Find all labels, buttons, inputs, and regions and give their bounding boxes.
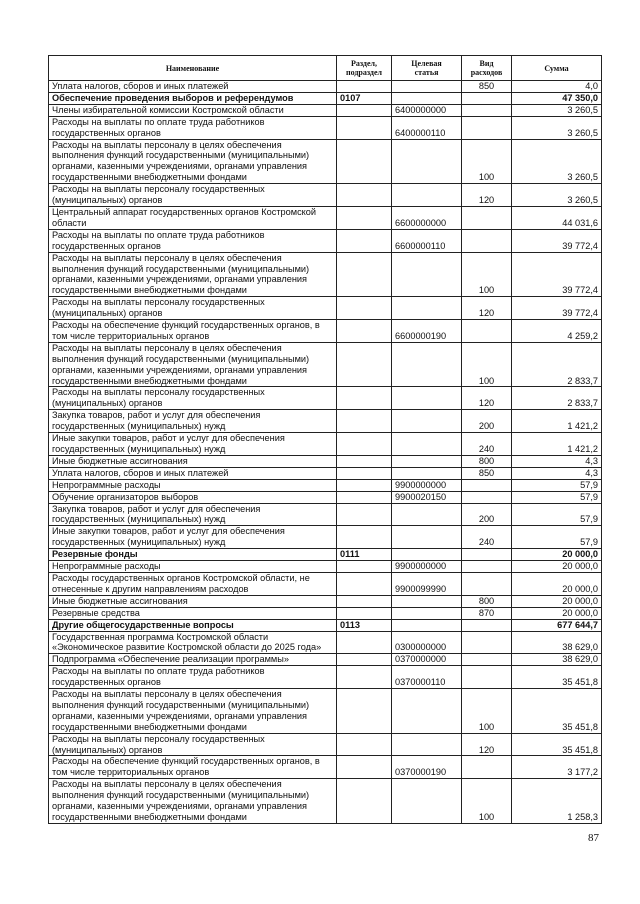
cell-target: 6600000000 xyxy=(392,206,462,229)
cell-sum: 4 259,2 xyxy=(512,320,602,343)
header-section xyxy=(337,56,392,81)
cell-target xyxy=(392,387,462,410)
cell-section xyxy=(337,433,392,456)
cell-sum: 4,3 xyxy=(512,455,602,467)
cell-section: 0107 xyxy=(337,92,392,104)
cell-section xyxy=(337,81,392,93)
cell-section xyxy=(337,320,392,343)
cell-section xyxy=(337,455,392,467)
cell-target xyxy=(392,549,462,561)
cell-sum: 1 421,2 xyxy=(512,410,602,433)
table-row xyxy=(49,387,602,410)
table-row xyxy=(49,342,602,387)
table-row xyxy=(49,410,602,433)
cell-sum: 38 629,0 xyxy=(512,631,602,654)
table-row xyxy=(49,666,602,689)
cell-name: Расходы на выплаты по оплате труда работников государственных органов xyxy=(49,666,337,689)
table-row xyxy=(49,92,602,104)
cell-section xyxy=(337,756,392,779)
header-target xyxy=(392,56,462,81)
cell-target: 9900020150 xyxy=(392,491,462,503)
table-row xyxy=(49,455,602,467)
cell-type: 870 xyxy=(462,607,512,619)
cell-name: Иные закупки товаров, работ и услуг для обеспечения государственных (муниципальных) нужд xyxy=(49,526,337,549)
cell-section xyxy=(337,104,392,116)
cell-name: Расходы на обеспечение функций государственных органов, в том числе территориальных органов xyxy=(49,320,337,343)
table-row xyxy=(49,229,602,252)
table-row xyxy=(49,116,602,139)
cell-sum: 39 772,4 xyxy=(512,252,602,297)
cell-name: Расходы государственных органов Костромской области, не отнесенные к другим направлениям расходов xyxy=(49,572,337,595)
cell-target xyxy=(392,595,462,607)
cell-name: Резервные средства xyxy=(49,607,337,619)
cell-section xyxy=(337,595,392,607)
cell-section xyxy=(337,467,392,479)
cell-name: Обеспечение проведения выборов и референдумов xyxy=(49,92,337,104)
table-row xyxy=(49,433,602,456)
cell-type xyxy=(462,116,512,139)
cell-target xyxy=(392,139,462,184)
cell-section xyxy=(337,654,392,666)
table-row xyxy=(49,479,602,491)
cell-section: 0111 xyxy=(337,549,392,561)
cell-section xyxy=(337,342,392,387)
cell-sum: 3 260,5 xyxy=(512,104,602,116)
cell-sum: 39 772,4 xyxy=(512,229,602,252)
table-row xyxy=(49,654,602,666)
cell-type: 240 xyxy=(462,526,512,549)
cell-target xyxy=(392,689,462,734)
cell-type xyxy=(462,561,512,573)
cell-sum: 1 258,3 xyxy=(512,779,602,824)
cell-sum: 3 177,2 xyxy=(512,756,602,779)
cell-target: 9900099990 xyxy=(392,572,462,595)
cell-target xyxy=(392,619,462,631)
cell-name: Резервные фонды xyxy=(49,549,337,561)
table-row xyxy=(49,733,602,756)
header-section-line2: подраздел xyxy=(345,68,383,77)
cell-section: 0113 xyxy=(337,619,392,631)
cell-section xyxy=(337,733,392,756)
table-row xyxy=(49,595,602,607)
cell-target xyxy=(392,526,462,549)
cell-target: 6600000110 xyxy=(392,229,462,252)
table-row xyxy=(49,607,602,619)
cell-section xyxy=(337,184,392,207)
cell-name: Расходы на выплаты по оплате труда работников государственных органов xyxy=(49,116,337,139)
header-type-line2: расходов xyxy=(470,68,503,77)
cell-section xyxy=(337,139,392,184)
cell-section xyxy=(337,503,392,526)
cell-name: Государственная программа Костромской области «Экономическое развитие Костромской области до 2025 года» xyxy=(49,631,337,654)
cell-sum: 20 000,0 xyxy=(512,607,602,619)
cell-target: 0370000000 xyxy=(392,654,462,666)
cell-section xyxy=(337,779,392,824)
header-target-line1: Целевая xyxy=(411,59,442,68)
cell-type xyxy=(462,619,512,631)
cell-type xyxy=(462,572,512,595)
header-sum: Сумма xyxy=(512,56,602,81)
table-row xyxy=(49,252,602,297)
cell-name: Расходы на выплаты персоналу государственных (муниципальных) органов xyxy=(49,297,337,320)
table-header-row xyxy=(49,56,602,81)
cell-name: Расходы на выплаты персоналу государственных (муниципальных) органов xyxy=(49,184,337,207)
cell-target: 0370000110 xyxy=(392,666,462,689)
cell-target: 9900000000 xyxy=(392,561,462,573)
cell-sum: 35 451,8 xyxy=(512,733,602,756)
cell-type xyxy=(462,491,512,503)
cell-name: Иные закупки товаров, работ и услуг для обеспечения государственных (муниципальных) нужд xyxy=(49,433,337,456)
cell-name: Уплата налогов, сборов и иных платежей xyxy=(49,467,337,479)
cell-sum: 39 772,4 xyxy=(512,297,602,320)
cell-type xyxy=(462,92,512,104)
cell-sum: 20 000,0 xyxy=(512,561,602,573)
cell-target xyxy=(392,92,462,104)
table-row xyxy=(49,549,602,561)
cell-section xyxy=(337,631,392,654)
cell-sum: 20 000,0 xyxy=(512,595,602,607)
table-row xyxy=(49,184,602,207)
table-row xyxy=(49,139,602,184)
table-row xyxy=(49,526,602,549)
cell-sum: 3 260,5 xyxy=(512,184,602,207)
cell-sum: 20 000,0 xyxy=(512,572,602,595)
cell-type: 800 xyxy=(462,595,512,607)
cell-target xyxy=(392,607,462,619)
cell-sum: 677 644,7 xyxy=(512,619,602,631)
cell-target xyxy=(392,733,462,756)
cell-section xyxy=(337,410,392,433)
cell-type xyxy=(462,549,512,561)
cell-name: Расходы на выплаты персоналу государственных (муниципальных) органов xyxy=(49,733,337,756)
cell-name: Подпрограмма «Обеспечение реализации программы» xyxy=(49,654,337,666)
table-row xyxy=(49,756,602,779)
cell-type xyxy=(462,666,512,689)
table-row xyxy=(49,779,602,824)
cell-sum: 20 000,0 xyxy=(512,549,602,561)
cell-type: 850 xyxy=(462,81,512,93)
table-row xyxy=(49,467,602,479)
cell-name: Другие общегосударственные вопросы xyxy=(49,619,337,631)
cell-name: Непрограммные расходы xyxy=(49,561,337,573)
cell-section xyxy=(337,561,392,573)
cell-type: 100 xyxy=(462,779,512,824)
table-row xyxy=(49,297,602,320)
cell-name: Центральный аппарат государственных органов Костромской области xyxy=(49,206,337,229)
page-number: 87 xyxy=(588,832,599,844)
cell-name: Расходы на выплаты персоналу в целях обеспечения выполнения функций государственными (муниципальными) органами, казенными учреждениями, органами управления государственными внебюджетными фондами xyxy=(49,342,337,387)
cell-target: 6400000110 xyxy=(392,116,462,139)
table-row xyxy=(49,206,602,229)
cell-type: 100 xyxy=(462,139,512,184)
cell-type: 120 xyxy=(462,387,512,410)
cell-sum: 1 421,2 xyxy=(512,433,602,456)
cell-target xyxy=(392,433,462,456)
header-target-line2: статья xyxy=(414,68,439,77)
cell-name: Расходы на выплаты персоналу государственных (муниципальных) органов xyxy=(49,387,337,410)
cell-target: 0300000000 xyxy=(392,631,462,654)
cell-type xyxy=(462,104,512,116)
cell-section xyxy=(337,229,392,252)
table-body xyxy=(49,81,602,824)
cell-type xyxy=(462,229,512,252)
cell-name: Закупка товаров, работ и услуг для обеспечения государственных (муниципальных) нужд xyxy=(49,410,337,433)
cell-type xyxy=(462,654,512,666)
table-row xyxy=(49,631,602,654)
budget-table xyxy=(48,55,602,824)
cell-section xyxy=(337,297,392,320)
cell-type xyxy=(462,479,512,491)
header-section-line1: Раздел, xyxy=(350,59,378,68)
cell-type: 120 xyxy=(462,733,512,756)
table-row xyxy=(49,619,602,631)
cell-type xyxy=(462,756,512,779)
table-row xyxy=(49,689,602,734)
cell-name: Расходы на выплаты по оплате труда работников государственных органов xyxy=(49,229,337,252)
header-name: Наименование xyxy=(49,56,337,81)
cell-target xyxy=(392,779,462,824)
cell-name: Расходы на выплаты персоналу в целях обеспечения выполнения функций государственными (муниципальными) органами, казенными учреждениями, органами управления государственными внебюджетными фондами xyxy=(49,689,337,734)
cell-name: Расходы на обеспечение функций государственных органов, в том числе территориальных органов xyxy=(49,756,337,779)
cell-sum: 3 260,5 xyxy=(512,116,602,139)
cell-section xyxy=(337,666,392,689)
cell-section xyxy=(337,689,392,734)
cell-sum: 4,0 xyxy=(512,81,602,93)
cell-target xyxy=(392,81,462,93)
cell-type: 200 xyxy=(462,410,512,433)
cell-type xyxy=(462,631,512,654)
cell-name: Непрограммные расходы xyxy=(49,479,337,491)
header-type-line1: Вид xyxy=(479,59,494,68)
cell-section xyxy=(337,252,392,297)
cell-target: 6400000000 xyxy=(392,104,462,116)
cell-type xyxy=(462,206,512,229)
cell-section xyxy=(337,526,392,549)
cell-target: 9900000000 xyxy=(392,479,462,491)
cell-target xyxy=(392,503,462,526)
cell-type: 100 xyxy=(462,689,512,734)
cell-type: 100 xyxy=(462,252,512,297)
cell-type: 800 xyxy=(462,455,512,467)
cell-name: Уплата налогов, сборов и иных платежей xyxy=(49,81,337,93)
cell-section xyxy=(337,572,392,595)
cell-type: 100 xyxy=(462,342,512,387)
table-row xyxy=(49,104,602,116)
table-row xyxy=(49,320,602,343)
cell-type xyxy=(462,320,512,343)
cell-name: Закупка товаров, работ и услуг для обеспечения государственных (муниципальных) нужд xyxy=(49,503,337,526)
cell-sum: 44 031,6 xyxy=(512,206,602,229)
table-row xyxy=(49,81,602,93)
table-row xyxy=(49,503,602,526)
cell-type: 200 xyxy=(462,503,512,526)
cell-sum: 3 260,5 xyxy=(512,139,602,184)
table-row xyxy=(49,491,602,503)
header-type xyxy=(462,56,512,81)
cell-name: Расходы на выплаты персоналу в целях обеспечения выполнения функций государственными (муниципальными) органами, казенными учреждениями, органами управления государственными внебюджетными фондами xyxy=(49,252,337,297)
cell-sum: 2 833,7 xyxy=(512,342,602,387)
cell-type: 850 xyxy=(462,467,512,479)
cell-section xyxy=(337,387,392,410)
cell-sum: 35 451,8 xyxy=(512,689,602,734)
cell-target: 6600000190 xyxy=(392,320,462,343)
cell-name: Иные бюджетные ассигнования xyxy=(49,595,337,607)
cell-target xyxy=(392,342,462,387)
cell-target xyxy=(392,455,462,467)
table-row xyxy=(49,572,602,595)
cell-type: 240 xyxy=(462,433,512,456)
cell-target: 0370000190 xyxy=(392,756,462,779)
cell-sum: 35 451,8 xyxy=(512,666,602,689)
table-row xyxy=(49,561,602,573)
cell-target xyxy=(392,297,462,320)
cell-section xyxy=(337,116,392,139)
cell-name: Иные бюджетные ассигнования xyxy=(49,455,337,467)
cell-sum: 57,9 xyxy=(512,491,602,503)
cell-target xyxy=(392,410,462,433)
cell-name: Члены избирательной комиссии Костромской области xyxy=(49,104,337,116)
cell-type: 120 xyxy=(462,297,512,320)
cell-sum: 47 350,0 xyxy=(512,92,602,104)
cell-section xyxy=(337,479,392,491)
cell-target xyxy=(392,184,462,207)
cell-sum: 57,9 xyxy=(512,526,602,549)
cell-target xyxy=(392,252,462,297)
cell-sum: 57,9 xyxy=(512,479,602,491)
cell-sum: 2 833,7 xyxy=(512,387,602,410)
cell-name: Расходы на выплаты персоналу в целях обеспечения выполнения функций государственными (муниципальными) органами, казенными учреждениями, органами управления государственными внебюджетными фондами xyxy=(49,779,337,824)
cell-section xyxy=(337,206,392,229)
cell-section xyxy=(337,607,392,619)
cell-type: 120 xyxy=(462,184,512,207)
cell-name: Обучение организаторов выборов xyxy=(49,491,337,503)
cell-sum: 4,3 xyxy=(512,467,602,479)
cell-target xyxy=(392,467,462,479)
cell-section xyxy=(337,491,392,503)
cell-name: Расходы на выплаты персоналу в целях обеспечения выполнения функций государственными (муниципальными) органами, казенными учреждениями, органами управления государственными внебюджетными фондами xyxy=(49,139,337,184)
cell-sum: 38 629,0 xyxy=(512,654,602,666)
cell-sum: 57,9 xyxy=(512,503,602,526)
